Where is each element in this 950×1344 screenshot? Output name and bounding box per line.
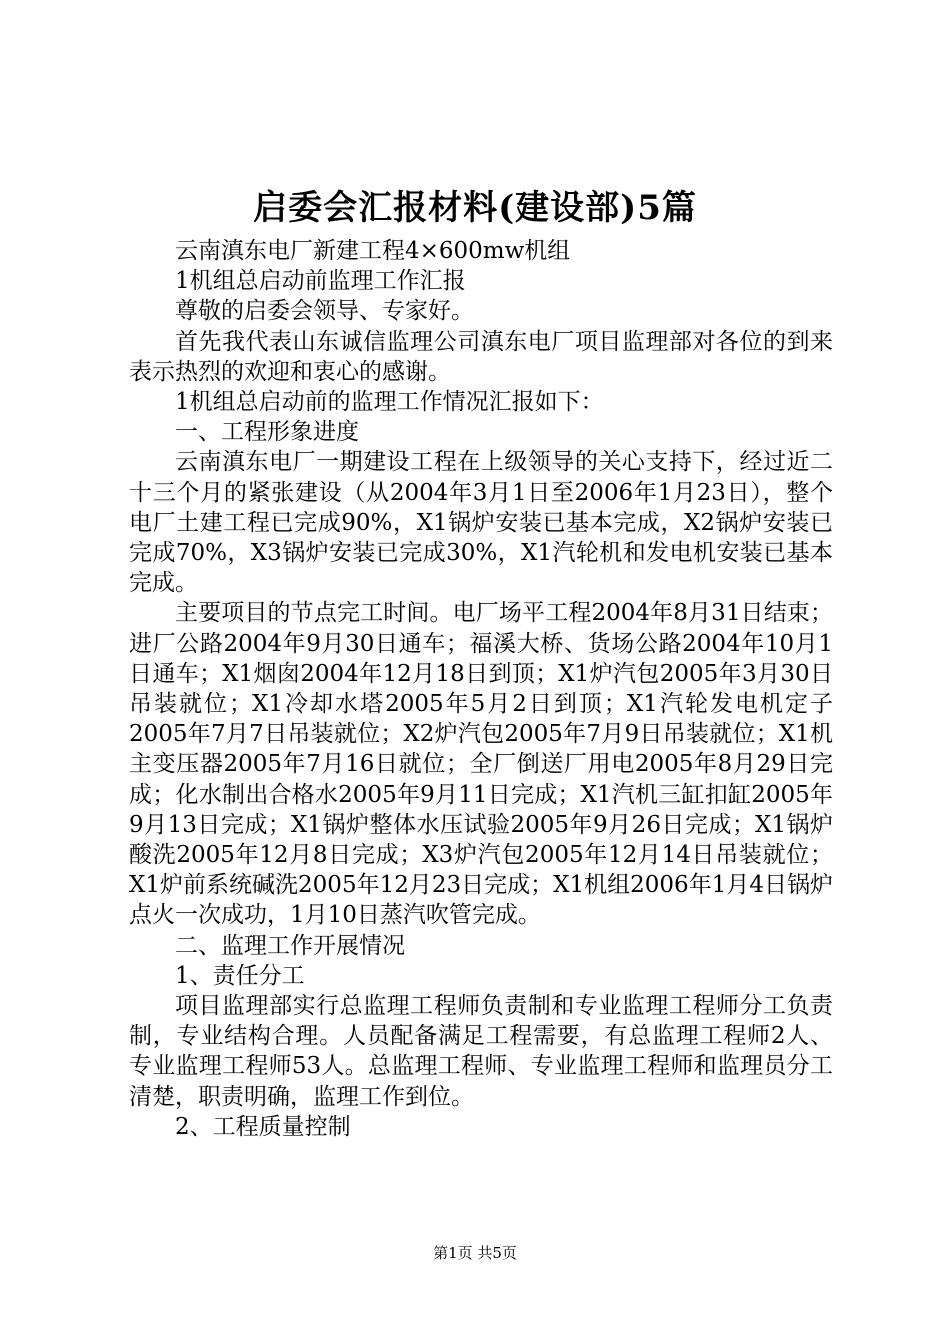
page-number-footer: 第1页 共5页: [433, 1244, 517, 1262]
paragraph-responsibility: 项目监理部实行总监理工程师负责制和专业监理工程师分工负责制，专业结构合理。人员配备满足工程需要，有总监理工程师2人、专业监理工程师53人。总监理工程师、专业监理工程师和监理员分工清楚，职责明确，监理工作到位。: [129, 993, 833, 1110]
paragraph-progress-overview: 云南滇东电厂一期建设工程在上级领导的关心支持下，经过近二十三个月的紧张建设（从2004年3月1日至2006年1月23日），整个电厂土建工程已完成90%，X1锅炉安装已基本完成，X2锅炉安装已完成70%，X3锅炉安装已完成30%，X1汽轮机和发电机安装已基本完成。: [129, 449, 833, 597]
subheading-responsibility: 1、责任分工: [175, 962, 305, 989]
paragraph-report-subject: 1机组总启动前监理工作汇报: [175, 268, 466, 295]
paragraph-greeting: 尊敬的启委会领导、专家好。: [175, 298, 474, 325]
subheading-quality-control: 2、工程质量控制: [175, 1113, 351, 1140]
section-heading-supervision: 二、监理工作开展情况: [175, 932, 405, 959]
paragraph-intro: 1机组总启动前的监理工作情况汇报如下：: [175, 389, 604, 416]
document-body: [129, 236, 833, 1142]
paragraph-milestones: 主要项目的节点完工时间。电厂场平工程2004年8月31日结束；进厂公路2004年9月30日通车；福溪大桥、货场公路2004年10月1日通车；X1烟囱2004年12月18日到顶；X1炉汽包2005年3月30日吊装就位；X1冷却水塔2005年5月2日到顶；X1汽轮发电机定子2005年7月7日吊装就位；X2炉汽包2005年7月9日吊装就位；X1机主变压器2005年7月16日就位；全厂倒送厂用电2005年8月29日完成；化水制出合格水2005年9月11日完成；X1汽机三缸扣缸2005年9月13日完成；X1锅炉整体水压试验2005年9月26日完成；X1锅炉酸洗2005年12月8日完成；X3炉汽包2005年12月14日吊装就位；X1炉前系统碱洗2005年12月23日完成；X1机组2006年1月4日锅炉点火一次成功，1月10日蒸汽吹管完成。: [129, 600, 833, 929]
section-heading-progress: 一、工程形象进度: [175, 419, 359, 446]
paragraph-welcome: 首先我代表山东诚信监理公司滇东电厂项目监理部对各位的到来表示热烈的欢迎和衷心的感谢。: [129, 328, 833, 385]
document-title: 启委会汇报材料(建设部)5篇: [253, 188, 697, 228]
paragraph-project-name: 云南滇东电厂新建工程4×600mw机组: [175, 238, 571, 264]
